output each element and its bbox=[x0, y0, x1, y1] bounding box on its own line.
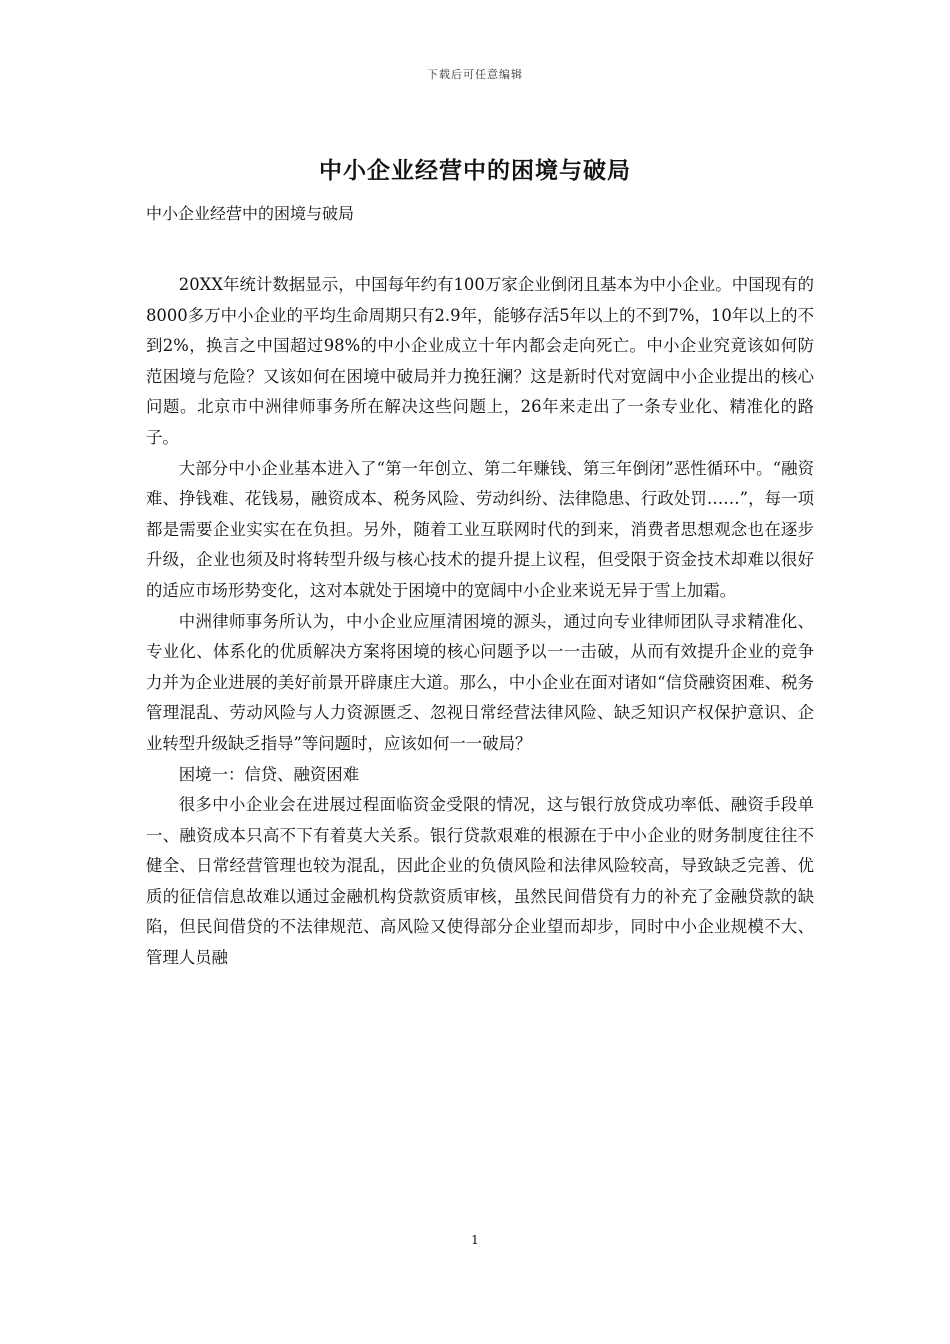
section-heading-dilemma-one: 困境一：信贷、融资困难 bbox=[178, 764, 360, 784]
paragraph-vicious-cycle: 大部分中小企业基本进入了“第一年创立、第二年赚钱、第三年倒闭”恶性循环中。“融资难、挣钱难、花钱易，融资成本、税务风险、劳动纠纷、法律隐患、行政处罚……”，每一项都是需要企业实实在在负担。另外，随着工业互联网时代的到来，消费者思想观念也在逐步升级，企业也须及时将转型升级与核心技术的提升提上议程，但受限于资金技术却难以很好的适应市场形势变化，这对本就处于困境中的宽阔中小企业来说无异于雪上加霜。 bbox=[146, 458, 814, 600]
document-body bbox=[146, 270, 814, 974]
paragraph-law-firm-view: 中洲律师事务所认为，中小企业应厘清困境的源头，通过向专业律师团队寻求精准化、专业化、体系化的优质解决方案将困境的核心问题予以一一击破，从而有效提升企业的竞争力并为企业进展的美好前景开辟康庄大道。那么，中小企业在面对诸如“信贷融资困难、税务管理混乱、劳动风险与人力资源匮乏、忽视日常经营法律风险、缺乏知识产权保护意识、企业转型升级缺乏指导”等问题时，应该如何一一破局？ bbox=[146, 611, 814, 753]
paragraph-statistics: 20XX年统计数据显示，中国每年约有100万家企业倒闭且基本为中小企业。中国现有的8000多万中小企业的平均生命周期只有2.9年，能够存活5年以上的不到7%，10年以上的不到2%，换言之中国超过98%的中小企业成立十年内都会走向死亡。中小企业究竟该如何防范困境与危险？又该如何在困境中破局并力挽狂澜？这是新时代对宽阔中小企业提出的核心问题。北京市中洲律师事务所在解决这些问题上，26年来走出了一条专业化、精准化的路子。 bbox=[146, 275, 814, 447]
document-title: 中小企业经营中的困境与破局 bbox=[319, 157, 631, 184]
page-header: 下载后可任意编辑 bbox=[427, 68, 523, 81]
page-number: 1 bbox=[471, 1233, 479, 1247]
document-subtitle: 中小企业经营中的困境与破局 bbox=[146, 204, 355, 223]
paragraph-financing: 很多中小企业会在进展过程面临资金受限的情况，这与银行放贷成功率低、融资手段单一、融资成本只高不下有着莫大关系。银行贷款艰难的根源在于中小企业的财务制度往往不健全、日常经营管理也较为混乱，因此企业的负债风险和法律风险较高，导致缺乏完善、优质的征信信息故难以通过金融机构贷款资质审核，虽然民间借贷有力的补充了金融贷款的缺陷，但民间借贷的不法律规范、高风险又使得部分企业望而却步，同时中小企业规模不大、管理人员融 bbox=[146, 795, 814, 968]
